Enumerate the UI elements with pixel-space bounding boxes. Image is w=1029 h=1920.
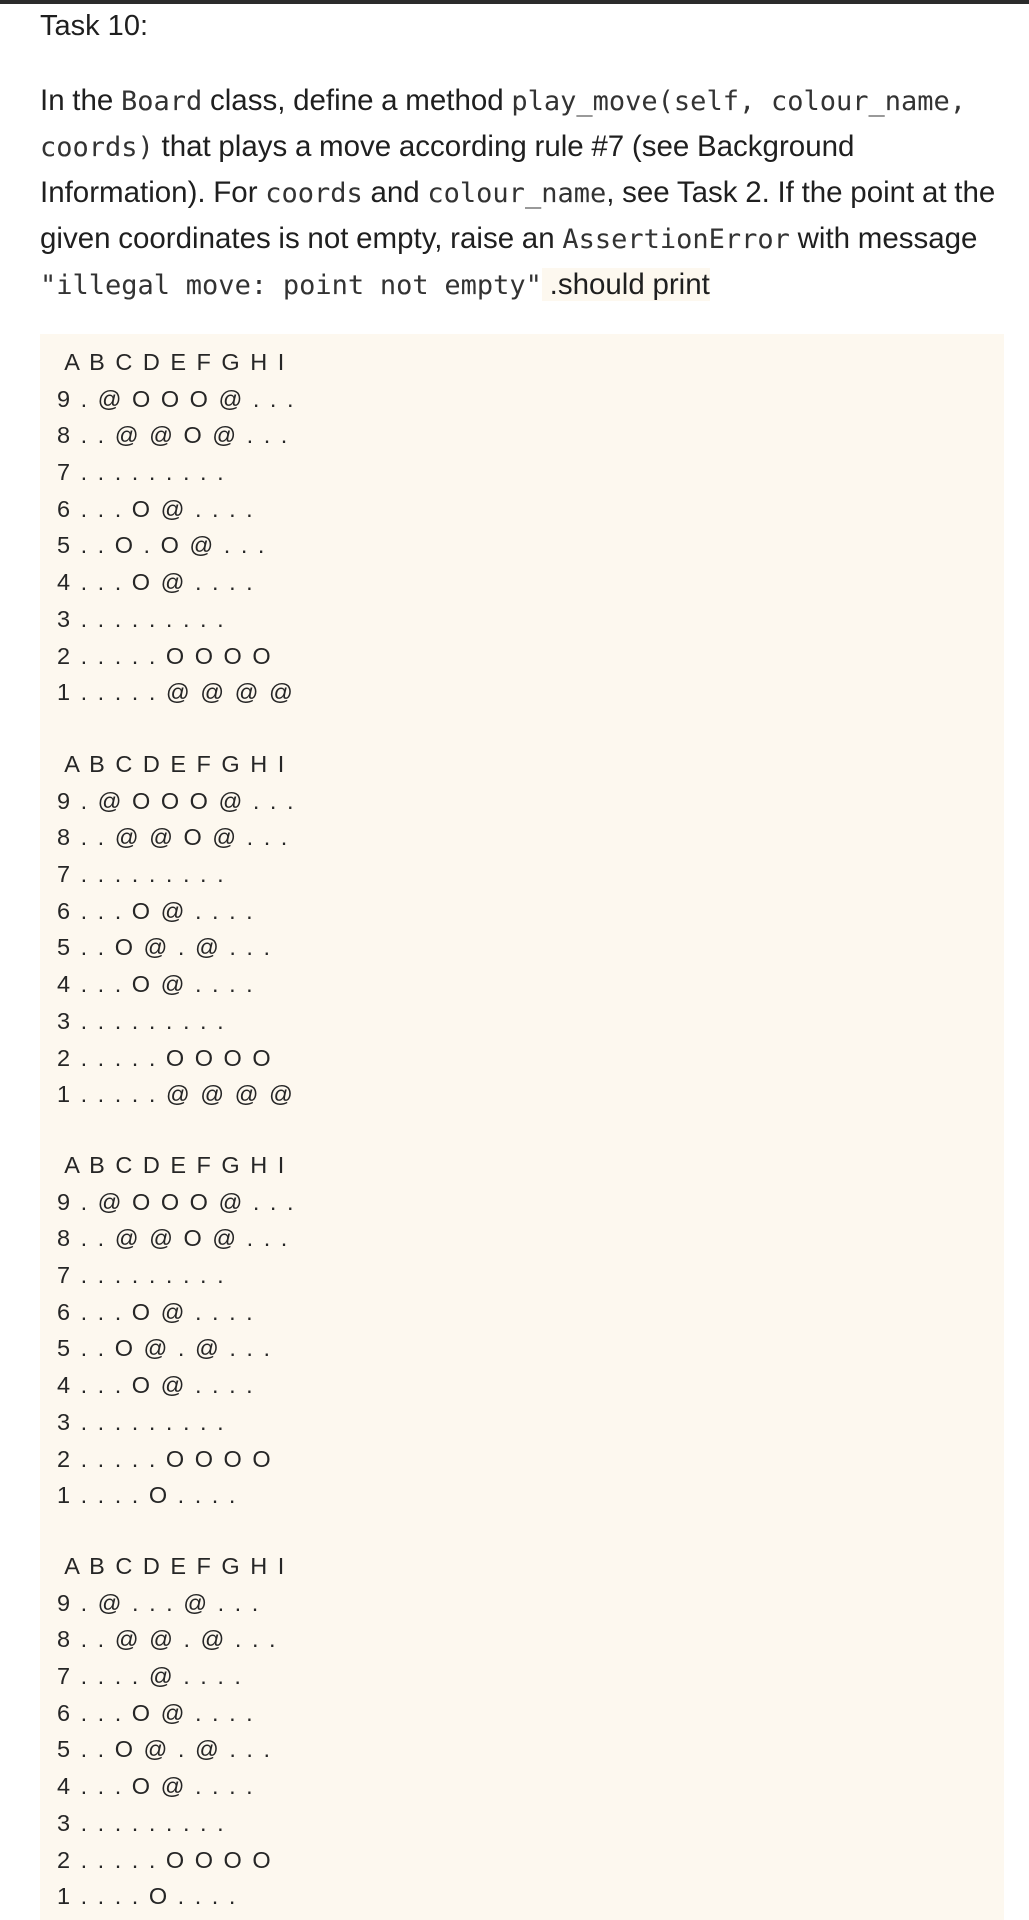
inline-code-coords: coords bbox=[265, 178, 363, 209]
description-text: In the bbox=[40, 84, 122, 117]
description-text: , see Task 2. If the point at the given coordinates is not empty, raise an bbox=[40, 176, 996, 255]
board-row: 4 . . . O @ . . . . bbox=[57, 1372, 255, 1399]
board-output-3 bbox=[57, 1147, 296, 1514]
description-text: . bbox=[541, 268, 558, 301]
board-row: 2 . . . . . O O O O bbox=[57, 1846, 273, 1873]
description-text: class, define a method bbox=[202, 84, 512, 117]
board-row: 3 . . . . . . . . . bbox=[57, 1809, 226, 1836]
output-block bbox=[40, 334, 1004, 1920]
inline-code-class: Board bbox=[121, 86, 203, 117]
board-row: 5 . . O . O @ . . . bbox=[57, 532, 267, 559]
board-row: 6 . . . O @ . . . . bbox=[57, 1699, 255, 1726]
highlighted-text: should print bbox=[557, 268, 710, 301]
board-row: 3 . . . . . . . . . bbox=[57, 1408, 226, 1435]
board-row: 4 . . . O @ . . . . bbox=[57, 971, 255, 998]
description-text: that plays a move according rule #7 (see Background Information). For bbox=[40, 130, 855, 209]
board-row: 6 . . . O @ . . . . bbox=[57, 495, 255, 522]
inline-code-colour: colour_name bbox=[427, 178, 607, 209]
task-title: Task 10: bbox=[40, 10, 148, 42]
inline-code-method: play_move(self, colour_name, coords) bbox=[40, 86, 967, 163]
board-output-1 bbox=[57, 344, 296, 711]
board-row: 9 . @ O O O @ . . . bbox=[57, 787, 296, 814]
board-row: 5 . . O @ . @ . . . bbox=[57, 1335, 272, 1362]
board-row: 2 . . . . . O O O O bbox=[57, 642, 273, 669]
board-row: 8 . . @ @ O @ . . . bbox=[57, 1225, 290, 1252]
board-row: 3 . . . . . . . . . bbox=[57, 1007, 226, 1034]
board-row: 5 . . O @ . @ . . . bbox=[57, 1736, 272, 1763]
board-row: 7 . . . . @ . . . . bbox=[57, 1663, 243, 1690]
board-header: A B C D E F G H I bbox=[57, 751, 287, 777]
board-row: 8 . . @ @ O @ . . . bbox=[57, 422, 290, 449]
board-row: 9 . @ . . . @ . . . bbox=[57, 1589, 261, 1616]
board-row: 5 . . O @ . @ . . . bbox=[57, 934, 272, 961]
top-border bbox=[0, 0, 1029, 4]
board-output-2 bbox=[57, 746, 296, 1113]
board-row: 8 . . @ @ . @ . . . bbox=[57, 1626, 278, 1653]
description-text: with message bbox=[789, 222, 978, 255]
board-row: 2 . . . . . O O O O bbox=[57, 1445, 273, 1472]
board-row: 7 . . . . . . . . . bbox=[57, 1262, 226, 1289]
board-row: 3 . . . . . . . . . bbox=[57, 605, 226, 632]
board-row: 9 . @ O O O @ . . . bbox=[57, 385, 296, 412]
board-row: 6 . . . O @ . . . . bbox=[57, 1298, 255, 1325]
board-row: 4 . . . O @ . . . . bbox=[57, 569, 255, 596]
description-text: and bbox=[362, 176, 428, 209]
board-row: 1 . . . . . @ @ @ @ bbox=[57, 679, 295, 706]
board-row: 9 . @ O O O @ . . . bbox=[57, 1188, 296, 1215]
board-header: A B C D E F G H I bbox=[57, 1152, 287, 1178]
inline-code-error: AssertionError bbox=[562, 224, 790, 255]
board-row: 7 . . . . . . . . . bbox=[57, 459, 226, 486]
board-header: A B C D E F G H I bbox=[57, 349, 287, 375]
board-row: 1 . . . . O . . . . bbox=[57, 1883, 238, 1910]
board-row: 2 . . . . . O O O O bbox=[57, 1044, 273, 1071]
board-row: 4 . . . O @ . . . . bbox=[57, 1773, 255, 1800]
inline-code-message: "illegal move: point not empty" bbox=[40, 270, 542, 301]
board-row: 6 . . . O @ . . . . bbox=[57, 897, 255, 924]
board-output-4 bbox=[57, 1548, 286, 1915]
board-row: 1 . . . . . @ @ @ @ bbox=[57, 1081, 295, 1108]
board-row: 1 . . . . O . . . . bbox=[57, 1482, 238, 1509]
task-description bbox=[40, 78, 1000, 308]
board-row: 7 . . . . . . . . . bbox=[57, 861, 226, 888]
board-header: A B C D E F G H I bbox=[57, 1553, 287, 1579]
board-row: 8 . . @ @ O @ . . . bbox=[57, 824, 290, 851]
